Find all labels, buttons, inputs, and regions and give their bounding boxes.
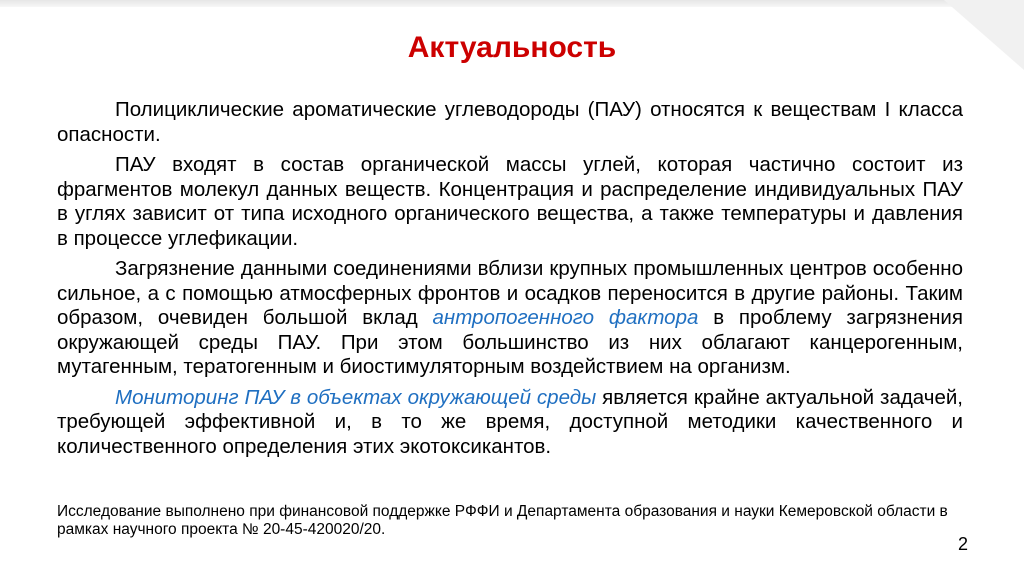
monitoring-highlight: Мониторинг ПАУ в объектах окружающей среды bbox=[115, 385, 597, 409]
paragraph-4-text: является крайне актуальной задачей, требующей эффективной и, в то же время, доступной методики качественного и количественного определения этих экотоксикантов. bbox=[57, 385, 963, 458]
slide-body bbox=[57, 98, 963, 465]
slide-top-border bbox=[0, 0, 1024, 7]
paragraph-3-text-a: Загрязнение данными соединениями вблизи крупных промышленных центров особенно сильное, а с помощью атмосферных фронтов и осадков переносится в другие районы. Таким образом, очевиден большой вклад bbox=[57, 257, 963, 329]
anthropogenic-factor-highlight: антропогенного фактора bbox=[432, 306, 699, 329]
funding-footnote: Исследование выполнено при финансовой поддержке РФФИ и Департамента образования и науки Кемеровской области в рамках научного проекта № 20-45-420020/20. bbox=[57, 503, 948, 538]
paragraph-3 bbox=[57, 257, 963, 380]
paragraph-1: Полициклические ароматические углеводороды (ПАУ) относятся к веществам I класса опасности. bbox=[57, 98, 963, 146]
paragraph-4 bbox=[57, 386, 963, 460]
slide-title: Актуальность bbox=[407, 31, 617, 64]
paragraph-2: ПАУ входят в состав органической массы углей, которая частично состоит из фрагментов молекул данных веществ. Концентрация и распределение индивидуальных ПАУ в углях зависит от типа исходного органического вещества, а также температуры и давления в процессе углефикации. bbox=[57, 153, 963, 250]
page-number: 2 bbox=[957, 534, 968, 554]
paragraph-3-text-b: в проблему загрязнения окружающей среды ПАУ. При этом большинство из них облагают канцерогенным, мутагенным, тератогенным и биостимуляторным воздействием на организм. bbox=[57, 306, 963, 378]
